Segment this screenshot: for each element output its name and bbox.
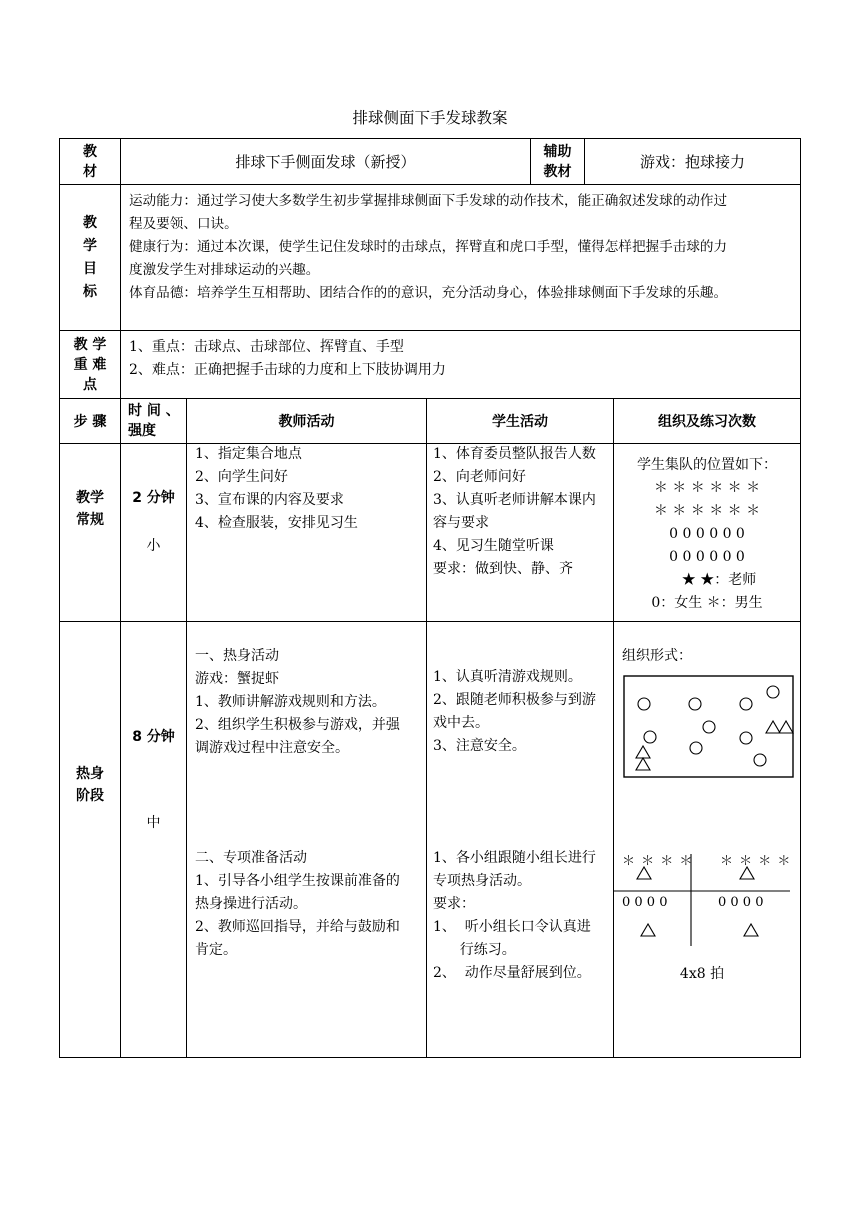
routine-teacher-activities: 1、指定集合地点 2、向学生问好 3、宣布课的内容及要求 4、检查服装，安排见习生	[195, 446, 358, 531]
warmup-teacher-part1: 一、热身活动 游戏：蟹捉虾 1、教师讲解游戏规则和方法。 2、组织学生积极参与游戏，并强 调游戏过程中注意安全。	[195, 648, 400, 756]
objectives-label: 教 学 目 标	[83, 214, 97, 300]
key-points-content: 1、重点：击球点、击球部位、挥臂直、手型 2、难点：正确把握手击球的力度和上下肢协调用力	[129, 339, 446, 378]
header-teacher: 教师活动	[278, 414, 335, 430]
document-title: 排球侧面下手发球教案	[352, 109, 508, 127]
routine-time: 2 分钟	[132, 490, 175, 506]
group-row-top-right: ＊ ＊ ＊ ＊	[720, 854, 792, 869]
textbook-content: 排球下手侧面发球（新授）	[235, 153, 416, 171]
routine-label: 教学 常规	[76, 490, 104, 528]
group-row-top-left: ＊ ＊ ＊ ＊	[622, 854, 694, 869]
warmup-org-heading: 组织形式：	[622, 648, 692, 664]
group-row-bottom-left: 0 0 0 0	[622, 895, 668, 910]
aux-textbook-label: 辅助 教材	[543, 143, 572, 180]
textbook-label: 教 材	[83, 143, 97, 180]
formation-legend: 0：女生 ＊：男生	[651, 595, 763, 611]
header-student: 学生活动	[492, 414, 548, 430]
formation-row: ＊ ＊ ＊ ＊ ＊ ＊	[653, 503, 761, 519]
warmup-student-part2: 1、各小组跟随小组长进行 专项热身活动。 要求： 1、 听小组长口令认真进 行练习。 2、 动作尽量舒展到位。	[433, 850, 596, 981]
warmup-label: 热身 阶段	[76, 766, 104, 804]
group-formation-diagram	[614, 850, 800, 990]
warmup-intensity: 中	[146, 815, 161, 831]
header-org: 组织及练习次数	[658, 414, 756, 430]
routine-formation	[614, 454, 800, 615]
key-points-label: 教 学 重 难 点	[73, 336, 107, 393]
warmup-time: 8 分钟	[132, 729, 175, 745]
routine-intensity: 小	[146, 538, 161, 554]
formation-row: 0 0 0 0 0 0	[669, 526, 745, 542]
formation-row: 0 0 0 0 0 0	[669, 549, 745, 565]
formation-row: ＊ ＊ ＊ ＊ ＊ ＊	[653, 480, 761, 496]
aux-textbook-content: 游戏：抱球接力	[639, 153, 745, 171]
formation-heading: 学生集队的位置如下：	[637, 457, 777, 473]
routine-student-activities: 1、体育委员整队报告人数 2、向老师问好 3、认真听老师讲解本课内 容与要求 4、见习生随堂听课 要求：做到快、静、齐	[433, 446, 596, 577]
warmup-student-part1: 1、认真听清游戏规则。 2、跟随老师积极参与到游 戏中去。 3、注意安全。	[433, 669, 596, 754]
group-row-bottom-right: 0 0 0 0	[718, 895, 764, 910]
warmup-teacher-part2: 二、专项准备活动 1、引导各小组学生按课前准备的 热身操进行活动。 2、教师巡回指导，并给与鼓励和 肯定。	[195, 850, 400, 958]
formation-teacher-legend: ★ ★：老师	[681, 572, 757, 588]
header-step: 步 骤	[73, 414, 107, 430]
header-time: 时 间 、 强度	[128, 403, 180, 439]
beats-label: 4x8 拍	[679, 966, 725, 982]
objectives-content: 运动能力：通过学习使大多数学生初步掌握排球侧面下手发球的动作技术，能正确叙述发球的动作过 程及要领、口诀。 健康行为：通过本次课，使学生记住发球时的击球点，挥臂直和虎口手型，懂得怎样把握手击球的力 度激发学生对排球运动的兴趣。 体育品德：培养学生互相帮助、团结合作的的意识，充分活动身心，体验排球侧面下手发球的乐趣。	[129, 193, 728, 301]
game-field-diagram	[620, 672, 796, 780]
